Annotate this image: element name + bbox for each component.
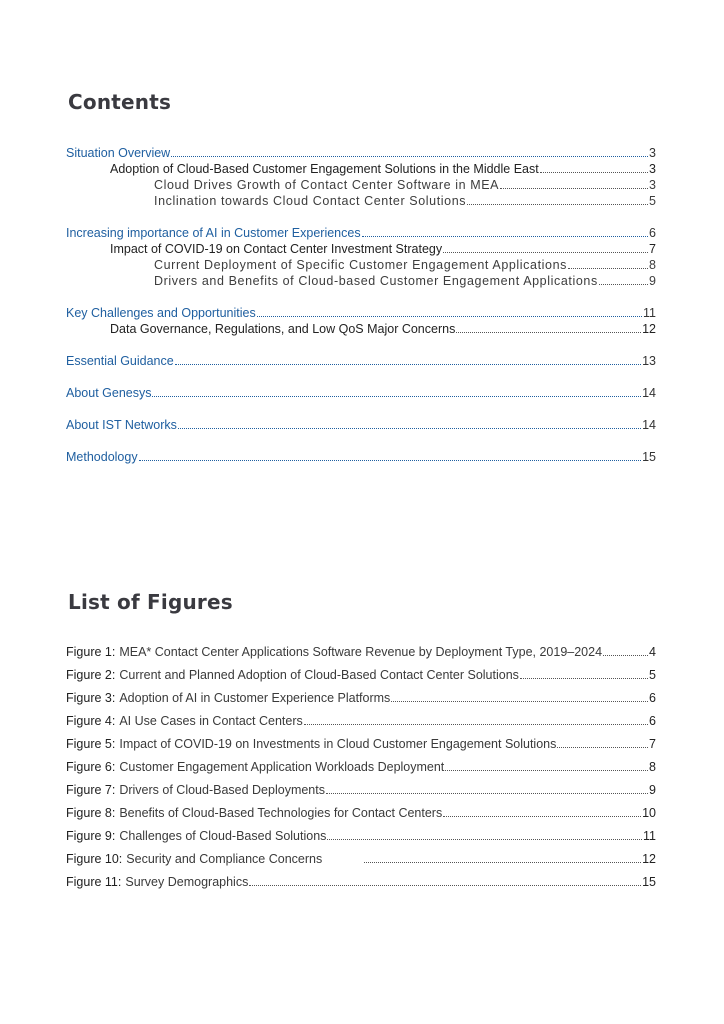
toc-entry-drivers-benefits[interactable] [154,274,656,290]
figure-entry-5[interactable] [66,737,656,753]
toc-page-number: 3 [649,178,656,192]
toc-entry-ai-importance[interactable] [66,226,656,242]
dot-leader [326,793,648,794]
dot-leader [443,252,648,253]
figures-heading: List of Figures [68,590,233,614]
dot-leader [364,862,641,863]
figure-page-number: 4 [649,645,656,659]
toc-entry-label: About Genesys [66,386,152,400]
figure-entry-10[interactable] [66,852,656,868]
dot-leader [362,236,648,237]
figure-number: Figure 10: [66,852,123,866]
figure-entry-2[interactable] [66,668,656,684]
figure-number: Figure 5: [66,737,116,751]
figure-number: Figure 9: [66,829,116,843]
toc-page-number: 14 [642,418,656,432]
figure-page-number: 6 [649,691,656,705]
toc-entry-label: Adoption of Cloud-Based Customer Engagement Solutions in the Middle East [110,162,539,176]
toc-entry-essential-guidance[interactable] [66,354,656,370]
figure-caption: AI Use Cases in Contact Centers [119,714,303,728]
figure-caption: Challenges of Cloud-Based Solutions [119,829,327,843]
toc-entry-data-governance[interactable] [110,322,656,338]
dot-leader [568,268,648,269]
figure-page-number: 8 [649,760,656,774]
figure-entry-1[interactable] [66,645,656,661]
dot-leader [467,204,648,205]
toc-entry-covid-impact[interactable] [110,242,656,258]
toc-entry-key-challenges[interactable] [66,306,656,322]
toc-page-number: 5 [649,194,656,208]
toc-entry-label: Data Governance, Regulations, and Low QoS Major Concerns [110,322,456,336]
toc-entry-about-genesys[interactable] [66,386,656,402]
toc-page-number: 3 [649,146,656,160]
figure-caption: MEA* Contact Center Applications Software Revenue by Deployment Type, 2019–2024 [119,645,603,659]
toc-page-number: 12 [642,322,656,336]
dot-leader [603,655,648,656]
toc-entry-situation-overview[interactable] [66,146,656,162]
contents-heading: Contents [68,90,172,114]
figure-number: Figure 7: [66,783,116,797]
figure-entry-8[interactable] [66,806,656,822]
toc-entry-label: Essential Guidance [66,354,174,368]
toc-entry-label: Current Deployment of Specific Customer Engagement Applications [154,258,567,272]
figure-caption: Benefits of Cloud-Based Technologies for Contact Centers [119,806,443,820]
figure-page-number: 7 [649,737,656,751]
toc-entry-label: Increasing importance of AI in Customer Experiences [66,226,361,240]
figure-caption: Security and Compliance Concerns [126,852,323,866]
toc-entry-label: Impact of COVID-19 on Contact Center Investment Strategy [110,242,443,256]
dot-leader [139,460,642,461]
figure-number: Figure 2: [66,668,116,682]
figure-number: Figure 4: [66,714,116,728]
dot-leader [540,172,648,173]
figure-number: Figure 11: [66,875,122,889]
toc-entry-current-deployment[interactable] [154,258,656,274]
figure-caption: Adoption of AI in Customer Experience Platforms [119,691,391,705]
dot-leader [152,396,641,397]
toc-page-number: 9 [649,274,656,288]
toc-entry-adoption-cloud[interactable] [110,162,656,178]
toc-entry-about-ist[interactable] [66,418,656,434]
dot-leader [456,332,641,333]
figure-entry-11[interactable] [66,875,656,891]
dot-leader [520,678,648,679]
dot-leader [171,156,648,157]
figure-entry-4[interactable] [66,714,656,730]
figure-entry-6[interactable] [66,760,656,776]
toc-entry-label: Cloud Drives Growth of Contact Center Software in MEA [154,178,500,192]
toc-entry-methodology[interactable] [66,450,656,466]
toc-page-number: 7 [649,242,656,256]
toc-page-number: 6 [649,226,656,240]
figure-page-number: 6 [649,714,656,728]
dot-leader [304,724,648,725]
toc-entry-label: About IST Networks [66,418,177,432]
figure-number: Figure 1: [66,645,116,659]
toc-entry-label: Key Challenges and Opportunities [66,306,256,320]
toc-entry-label: Methodology [66,450,138,464]
figure-page-number: 10 [642,806,656,820]
dot-leader [175,364,641,365]
toc-page-number: 3 [649,162,656,176]
toc-entry-label: Drivers and Benefits of Cloud-based Customer Engagement Applications [154,274,598,288]
dot-leader [443,816,641,817]
figure-page-number: 15 [642,875,656,889]
toc-entry-cloud-drives-growth[interactable] [154,178,656,194]
toc-page-number: 8 [649,258,656,272]
dot-leader [178,428,641,429]
figure-caption: Current and Planned Adoption of Cloud-Based Contact Center Solutions [119,668,519,682]
figure-number: Figure 3: [66,691,116,705]
dot-leader [500,188,648,189]
toc-entry-label: Inclination towards Cloud Contact Center Solutions [154,194,467,208]
figure-caption: Drivers of Cloud-Based Deployments [119,783,325,797]
figure-caption: Customer Engagement Application Workloads Deployment [119,760,445,774]
figure-page-number: 11 [643,829,656,843]
toc-entry-label: Situation Overview [66,146,171,160]
figure-number: Figure 8: [66,806,116,820]
dot-leader [327,839,642,840]
figure-caption: Survey Demographics [125,875,249,889]
dot-leader [257,316,642,317]
figure-entry-7[interactable] [66,783,656,799]
toc-page-number: 14 [642,386,656,400]
figure-entry-3[interactable] [66,691,656,707]
figure-page-number: 5 [649,668,656,682]
toc-entry-inclination-cloud[interactable] [154,194,656,210]
figure-number: Figure 6: [66,760,116,774]
toc-page-number: 15 [642,450,656,464]
toc-page-number: 11 [643,306,656,320]
dot-leader [391,701,648,702]
dot-leader [445,770,648,771]
toc-page-number: 13 [642,354,656,368]
figure-page-number: 12 [642,852,656,866]
dot-leader [249,885,641,886]
figure-caption: Impact of COVID-19 on Investments in Cloud Customer Engagement Solutions [119,737,557,751]
dot-leader [599,284,648,285]
dot-leader [557,747,648,748]
figure-page-number: 9 [649,783,656,797]
figure-entry-9[interactable] [66,829,656,845]
